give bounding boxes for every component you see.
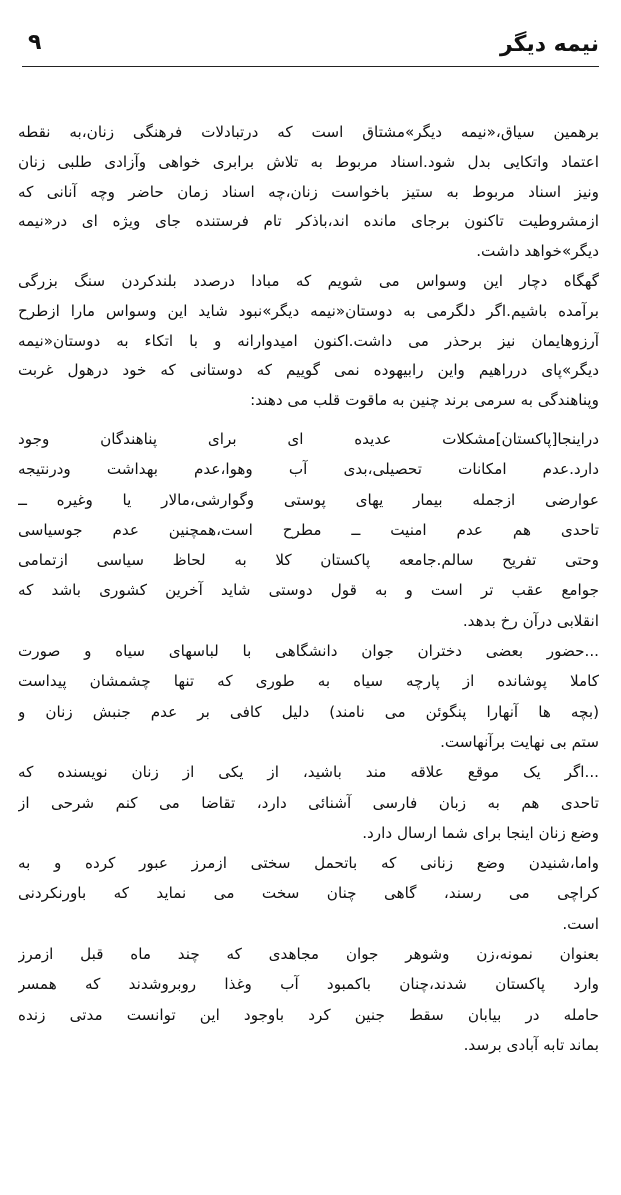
text-line: دیگر»پای درراهیم واین رابیهوده نمی گوییم که دوستانی که خود درهول غربت	[18, 361, 599, 380]
text-line: عوارضی ازجمله بیمار یهای پوستی وگوارشی،مالار یا وغیره ــ	[18, 490, 599, 509]
text-line: آرزوهایمان نیز برحذر می داشت.اکنون امیدوارانه و با اتکاء به دوستان«نیمه	[18, 331, 599, 350]
text-line: برآمده باشیم.اگر دلگرمی به دوستان«نیمه دیگر»نبود شاید این وسواس مارا ازطرح	[18, 301, 599, 320]
page-header	[22, 26, 599, 67]
text-line: است.	[562, 914, 599, 933]
text-line: واما،شنیدن وضع زنانی که باتحمل سختی ازمرز عبور کرده و به	[18, 854, 599, 873]
text-line: تاحدی هم عدم امنیت ــ مطرح است،همچنین عدم جوسیاسی	[18, 520, 599, 539]
quote-paragraph-1	[18, 424, 599, 636]
text-line: ونیز اسناد مربوط به ستیز باخواست زنان،چه اسناد زمان حاضر وچه آنانی که	[18, 182, 599, 201]
body-text	[18, 118, 599, 1060]
text-line: وحتی تفریح سالم.جامعه پاکستان کلا به لحاظ سیاسی ازتمامی	[18, 551, 599, 570]
text-line: حامله در بیابان سقط جنین کرد باوجود این توانست مدتی زنده	[18, 1005, 599, 1024]
paragraph-1	[18, 118, 599, 267]
text-line: (بچه ها آنهارا پنگوئن می نامند) دلیل کافی بر عدم جنبش زنان و	[18, 702, 599, 721]
text-line: دارد.عدم امکانات تحصیلی،بدی آب وهوا،عدم بهداشت ودرنتیجه	[18, 460, 599, 479]
text-line: ستم بی نهایت برآنهاست.	[440, 732, 599, 751]
text-line: گهگاه دچار این وسواس می شویم که مبادا درصدد بلندکردن سنگ بزرگی	[18, 271, 599, 290]
quote-paragraph-5	[18, 939, 599, 1060]
quoted-letter	[18, 424, 599, 1060]
text-line: اعتماد واتکایی بدل شود.اسناد مربوط به تلاش برابری خواهی وآزادی طلبی زنان	[18, 152, 599, 171]
text-line: ...اگر یک موقع علاقه مند باشید، از یکی از زنان نویسنده که	[18, 763, 599, 782]
text-line: دیگر»خواهد داشت.	[476, 242, 599, 261]
text-line: تاحدی هم به زبان فارسی آشنائی دارد، تقاضا می کنم شرحی از	[18, 793, 599, 812]
text-line: ازمشروطیت تاکنون برجای مانده اند،باذکر تام فرستنده جای ویژه ای در«نیمه	[18, 212, 599, 231]
quote-paragraph-3	[18, 757, 599, 848]
page-number: ۹	[28, 30, 42, 55]
text-line: برهمین سیاق،«نیمه دیگر»مشتاق است که درتبادلات فرهنگی زنان،به نقطه	[18, 123, 599, 141]
text-line: کاملا پوشانده از پارچه سیاه به طوری که تنها چشمشان پیداست	[18, 672, 599, 691]
text-line: جوامع عقب تر است و به قول دوستی شاید آخرین کشوری باشد که	[18, 581, 599, 600]
text-line: کراچی می رسند، گاهی چنان سخت می نماید که باورنکردنی	[18, 884, 599, 903]
text-line: وپناهندگی به سرمی برند چنین به ماقوت قلب می دهند:	[250, 391, 599, 410]
text-line: انقلابی درآن رخ بدهد.	[462, 611, 599, 630]
running-title: نیمه دیگر	[499, 32, 599, 57]
text-line: دراینجا[پاکستان]مشکلات عدیده ای برای پناهندگان وجود	[18, 429, 599, 448]
text-line: وارد پاکستان شدند،چنان باکمبود آب وغذا روبروشدند که همسر	[18, 975, 599, 994]
text-line: بعنوان نمونه،زن وشوهر جوان مجاهدی که چند ماه قبل ازمرز	[18, 945, 599, 964]
quote-paragraph-2	[18, 636, 599, 757]
text-line: بماند تابه آبادی برسد.	[463, 1035, 599, 1054]
quote-paragraph-4	[18, 848, 599, 939]
text-line: وضع زنان اینجا برای شما ارسال دارد.	[362, 823, 599, 842]
paragraph-2	[18, 267, 599, 416]
text-line: ...حضور بعضی دختران جوان دانشگاهی با لباسهای سیاه و صورت	[18, 642, 599, 661]
